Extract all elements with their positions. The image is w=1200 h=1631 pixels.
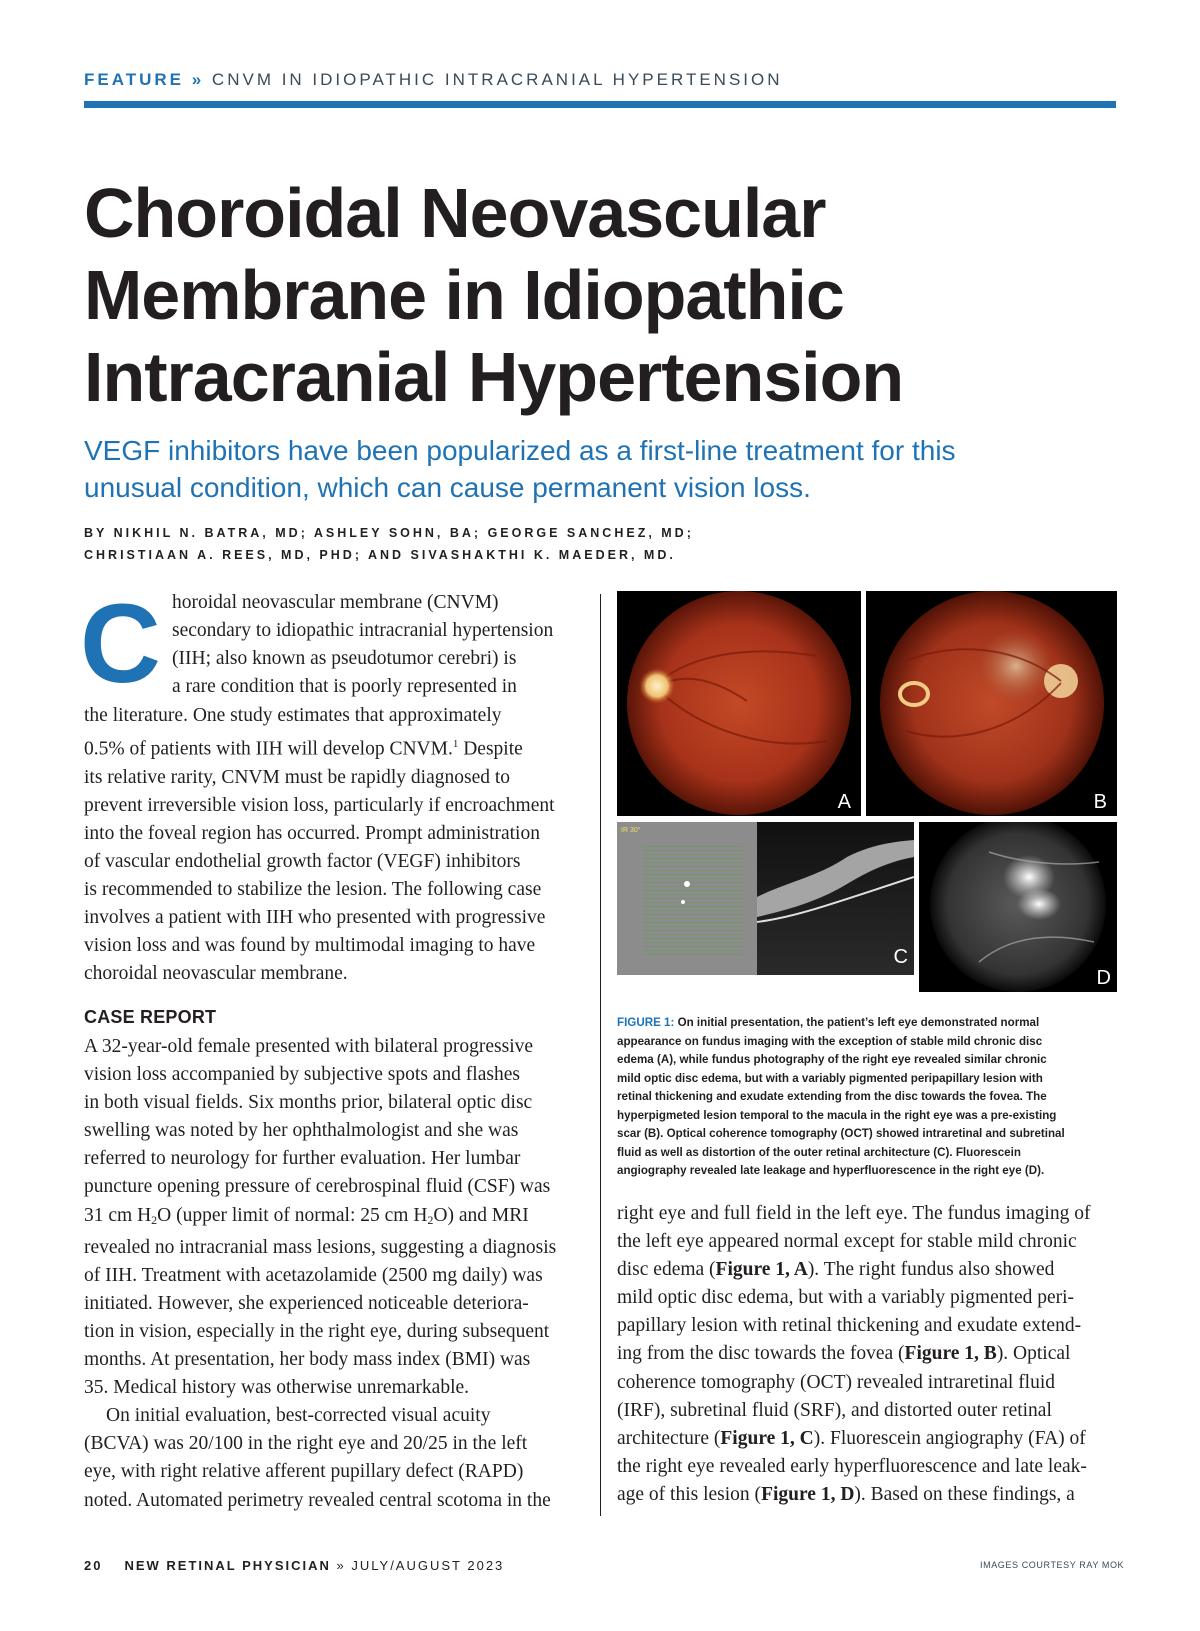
article-title xyxy=(84,172,1114,418)
figure-reference[interactable]: Figure 1, A xyxy=(715,1259,808,1281)
caption-line: edema (A), while fundus photography of the right eye revealed similar chronic xyxy=(617,1053,1047,1066)
body-line: is recommended to stabilize the lesion. The following case xyxy=(84,879,542,901)
oct-overlay-text: IR 30° xyxy=(621,827,641,834)
body-line: into the foveal region has occurred. Prompt administration xyxy=(84,822,540,844)
fundus-image-a xyxy=(617,591,861,816)
caption-line: hyperpigmeted lesion temporal to the macula in the right eye was a pre-existing xyxy=(617,1108,1057,1122)
drop-cap: C xyxy=(80,581,161,706)
footer-separator: » xyxy=(330,1558,352,1573)
body-line: the left eye appeared normal except for stable mild chronic xyxy=(617,1231,1077,1253)
body-line: eye, with right relative afferent pupillary defect (RAPD) xyxy=(84,1461,524,1483)
body-line xyxy=(617,1256,1090,1284)
body-line: the right eye revealed early hyperfluorescence and late leak- xyxy=(617,1455,1087,1477)
figure-panel-d-fluorescein-angiography xyxy=(919,822,1117,992)
section-label: FEATURE xyxy=(84,70,185,89)
body-text: disc edema ( xyxy=(617,1259,716,1281)
byline xyxy=(84,522,694,566)
body-line: initiated. However, she experienced noticeable deteriora- xyxy=(84,1292,529,1314)
page-footer xyxy=(84,1558,504,1573)
figure-panel-a-fundus-left-eye xyxy=(617,591,861,816)
deck-line: unusual condition, which can cause permanent vision loss. xyxy=(84,472,811,503)
panel-label: C xyxy=(893,946,908,968)
body-line: a rare condition that is poorly represented in xyxy=(172,676,517,698)
figure-reference[interactable]: Figure 1, D xyxy=(761,1483,855,1505)
title-line: Choroidal Neovascular xyxy=(84,174,826,252)
figure-caption xyxy=(617,1014,1117,1181)
body-line: prevent irreversible vision loss, particularly if encroachment xyxy=(84,794,555,816)
body-line: 35. Medical history was otherwise unremarkable. xyxy=(84,1377,470,1399)
deck-line: VEGF inhibitors have been popularized as a first-line treatment for this xyxy=(84,435,956,466)
caption-line: angiography revealed late leakage and hyperfluorescence in the right eye (D). xyxy=(617,1164,1045,1177)
caption-text: On initial presentation, the patient’s left eye demonstrated normal xyxy=(674,1016,1040,1029)
section-separator: » xyxy=(184,70,212,89)
page-number: 20 xyxy=(84,1558,103,1573)
body-line: noted. Automated perimetry revealed central scotoma in the xyxy=(84,1489,551,1511)
body-line: coherence tomography (OCT) revealed intraretinal fluid xyxy=(617,1371,1056,1393)
body-line: referred to neurology for further evaluation. Her lumbar xyxy=(84,1148,521,1170)
caption-line: retinal thickening and exudate extending from the disc towards the fovea. The xyxy=(617,1090,1047,1103)
body-line: of IIH. Treatment with acetazolamide (2500 mg daily) was xyxy=(84,1264,543,1286)
body-line: On initial evaluation, best-corrected visual acuity xyxy=(106,1405,491,1427)
image-credit: IMAGES COURTESY RAY MOK xyxy=(980,1560,1125,1570)
body-text: ). Fluorescein angiography (FA) of xyxy=(813,1427,1086,1449)
body-text: O (upper limit of normal: 25 cm H xyxy=(157,1204,428,1226)
section-header xyxy=(84,70,783,90)
header-rule xyxy=(84,101,1116,108)
section-topic: CNVM IN IDIOPATHIC INTRACRANIAL HYPERTENSION xyxy=(211,70,783,89)
figure-panel-c-oct xyxy=(617,822,914,975)
body-line: A 32-year-old female presented with bilateral progressive xyxy=(84,1036,534,1057)
byline-line: CHRISTIAAN A. REES, MD, PHD; AND SIVASHAKTHI K. MAEDER, MD. xyxy=(84,548,676,562)
figure-reference[interactable]: Figure 1, B xyxy=(904,1343,997,1365)
body-text: ). Optical xyxy=(996,1343,1071,1365)
body-line: revealed no intracranial mass lesions, suggesting a diagnosis xyxy=(84,1236,557,1258)
body-line: months. At presentation, her body mass index (BMI) was xyxy=(84,1349,531,1371)
body-line: involves a patient with IIH who presented with progressive xyxy=(84,907,546,929)
body-line xyxy=(617,1340,1090,1368)
panel-label: B xyxy=(1093,791,1107,813)
body-line: (IIH; also known as pseudotumor cerebri) is xyxy=(172,648,517,670)
body-line: horoidal neovascular membrane (CNVM) xyxy=(172,592,499,613)
figure-panel-b-fundus-right-eye xyxy=(866,591,1117,816)
magazine-name: NEW RETINAL PHYSICIAN xyxy=(124,1558,331,1573)
body-text: ing from the disc towards the fovea ( xyxy=(617,1343,905,1365)
article-deck xyxy=(84,432,1114,506)
body-line: (BCVA) was 20/100 in the right eye and 20/25 in the left xyxy=(84,1433,528,1455)
subscript: 2 xyxy=(427,1212,434,1227)
panel-label: D xyxy=(1096,967,1111,989)
body-line: vision loss and was found by multimodal imaging to have xyxy=(84,935,536,957)
body-line xyxy=(617,1425,1090,1453)
angiography-image-d xyxy=(919,822,1117,992)
caption-line: scar (B). Optical coherence tomography (OCT) showed intraretinal and subretinal xyxy=(617,1127,1065,1140)
caption-label: FIGURE 1: xyxy=(617,1016,675,1029)
title-line: Membrane in Idiopathic xyxy=(84,256,844,334)
case-report-body xyxy=(84,1033,556,1515)
body-line: swelling was noted by her ophthalmologist and she was xyxy=(84,1120,519,1142)
body-line: secondary to idiopathic intracranial hypertension xyxy=(172,620,554,642)
intro-paragraph-body xyxy=(84,702,555,988)
body-text: Despite xyxy=(458,738,523,760)
case-report-heading: CASE REPORT xyxy=(84,1007,217,1027)
body-line: choroidal neovascular membrane. xyxy=(84,963,348,985)
body-line: mild optic disc edema, but with a variably pigmented peri- xyxy=(617,1287,1075,1309)
byline-line: BY NIKHIL N. BATRA, MD; ASHLEY SOHN, BA; GEORGE SANCHEZ, MD; xyxy=(84,526,694,540)
caption-line: mild optic disc edema, but with a variably pigmented peripapillary lesion with xyxy=(617,1071,1043,1085)
body-line xyxy=(84,730,555,764)
right-column-body xyxy=(617,1200,1090,1509)
caption-line xyxy=(617,1014,1117,1033)
body-line: vision loss accompanied by subjective spots and flashes xyxy=(84,1064,520,1086)
body-line: tion in vision, especially in the right eye, during subsequent xyxy=(84,1320,550,1342)
subscript: 2 xyxy=(151,1212,158,1227)
body-line: of vascular endothelial growth factor (VEGF) inhibitors xyxy=(84,850,521,872)
body-text: ). Based on these findings, a xyxy=(854,1483,1075,1505)
body-line: puncture opening pressure of cerebrospinal fluid (CSF) was xyxy=(84,1176,551,1198)
column-divider xyxy=(600,594,601,1516)
caption-line: appearance on fundus imaging with the exception of stable mild chronic disc xyxy=(617,1034,1043,1048)
body-text: 31 cm H xyxy=(84,1204,152,1226)
fundus-image-b xyxy=(866,591,1117,816)
body-line xyxy=(84,1202,556,1234)
body-line xyxy=(617,1481,1090,1509)
body-line: in both visual fields. Six months prior, bilateral optic disc xyxy=(84,1092,533,1114)
body-text: ). The right fundus also showed xyxy=(807,1259,1055,1281)
body-text: O) and MRI xyxy=(433,1204,529,1226)
title-line: Intracranial Hypertension xyxy=(84,338,904,416)
body-line: its relative rarity, CNVM must be rapidly diagnosed to xyxy=(84,766,511,788)
body-text: age of this lesion ( xyxy=(617,1483,762,1505)
body-text: 0.5% of patients with IIH will develop CNVM. xyxy=(84,738,453,760)
reference-superscript[interactable]: 1 xyxy=(452,738,459,751)
oct-image-c xyxy=(617,822,914,975)
intro-paragraph-top xyxy=(172,589,553,701)
panel-label: A xyxy=(837,791,851,813)
body-line: the literature. One study estimates that approximately xyxy=(84,705,502,726)
caption-line: fluid as well as distortion of the outer retinal architecture (C). Fluorescein xyxy=(617,1145,1021,1159)
body-line: papillary lesion with retinal thickening and exudate extend- xyxy=(617,1315,1082,1337)
body-text: architecture ( xyxy=(617,1427,721,1449)
figure-reference[interactable]: Figure 1, C xyxy=(720,1427,814,1449)
body-line: right eye and full field in the left eye. The fundus imaging of xyxy=(617,1203,1091,1224)
body-line: (IRF), subretinal fluid (SRF), and distorted outer retinal xyxy=(617,1399,1052,1421)
issue-date: JULY/AUGUST 2023 xyxy=(351,1558,505,1573)
